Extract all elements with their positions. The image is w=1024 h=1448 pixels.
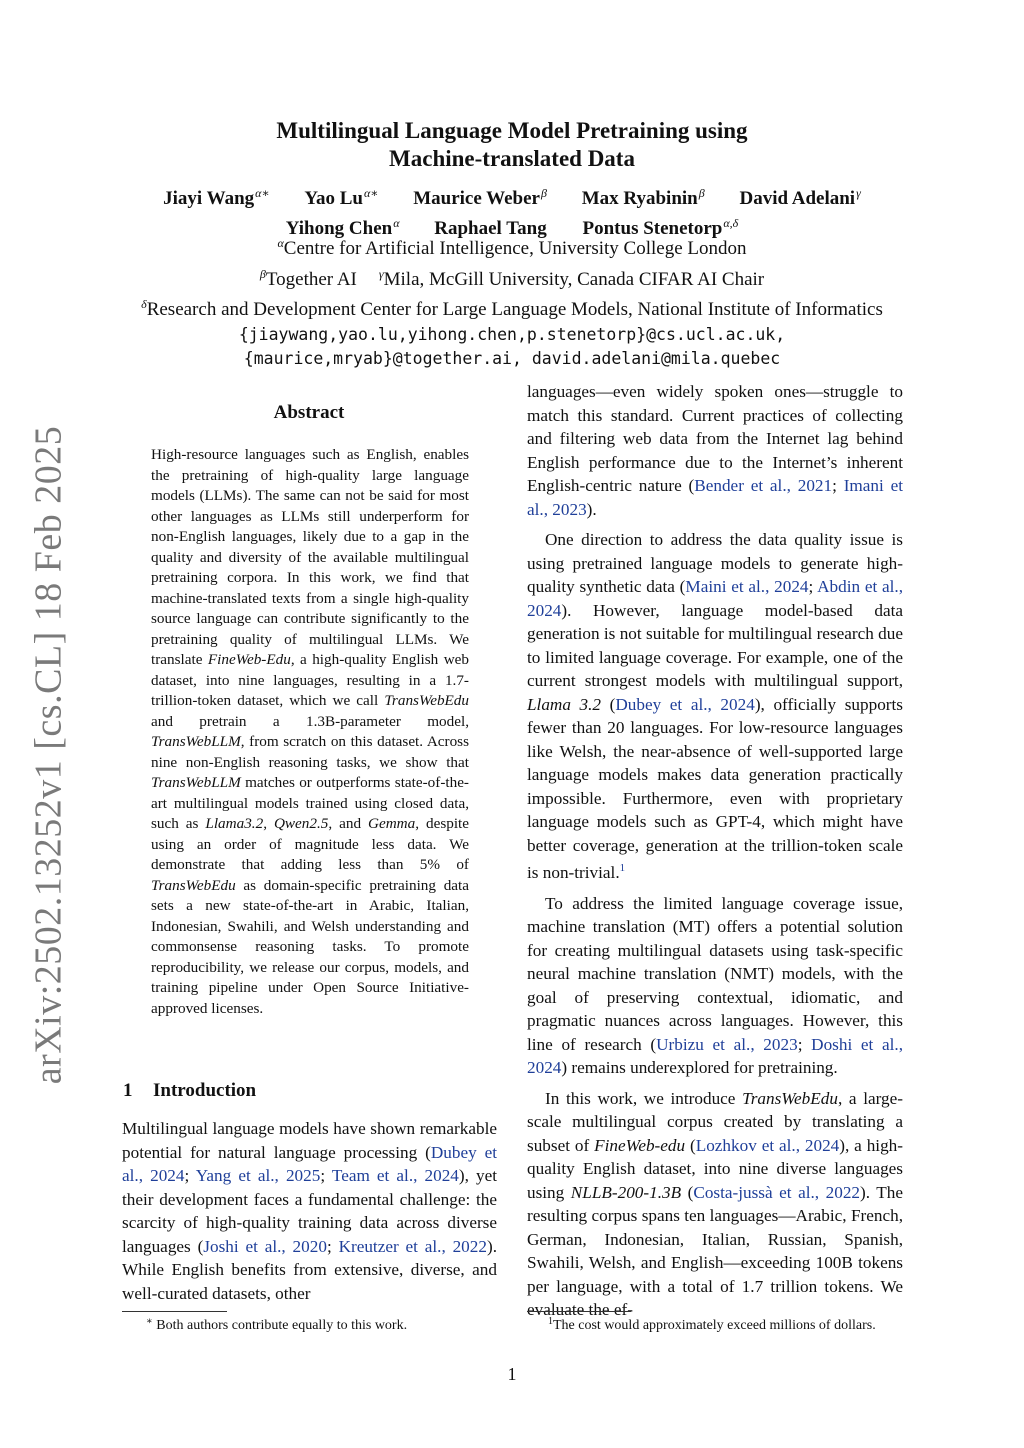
citation-link[interactable]: Imani et al., 2023 — [527, 476, 904, 519]
page-number: 1 — [507, 1364, 517, 1384]
section-heading-introduction — [123, 1080, 256, 1102]
title-line-1: Multilingual Language Model Pretraining using — [276, 118, 748, 143]
title-line-2: Machine-translated Data — [389, 146, 635, 171]
author: Maurice Weber$^\beta$ — [413, 186, 547, 209]
citation-link[interactable]: Bender et al., 2021 — [694, 476, 833, 495]
intro-paragraph-1-continued: languages—even widely spoken ones—struggle to match this standard. Current practices of collecting and filtering web data from the Internet lag behind English performance due to the Internet’s inherent English-centric nature (Bender et al., 2021; Imani et al., 2023). — [527, 382, 904, 519]
paragraph-text-part: ). While English benefits from extensive, diverse, and well-curated datasets, other — [122, 1236, 497, 1303]
intro-paragraph-4: In this work, we introduce TransWebEdu, a large-scale multilingual corpus created by translating a subset of FineWeb-edu (Lozhkov et al., 2024), a high-quality English dataset, into nine diverse languages using NLLB-200-1.3B (Costa-jussà et al., 2022). The resulting corpus spans ten languages—Arabic, French, German, Indonesian, Italian, Russian, Spanish, Swahili, Welsh, and English—exceeding 100B tokens per language, with a total of 1.7 trillion tokens. We evaluate the ef- — [527, 1088, 903, 1319]
citation-link[interactable]: Doshi et al., 2024 — [527, 1034, 903, 1077]
section-title: Introduction — [153, 1080, 257, 1101]
email-line: {jiaywang,yao.lu,yihong.chen,p.stenetorp}@cs.ucl.ac.uk, — [238, 324, 786, 344]
paper-title — [100, 117, 924, 173]
right-column — [527, 380, 903, 1329]
citation-link[interactable]: Urbizu et al., 2023 — [656, 1034, 798, 1054]
section-number: 1 — [123, 1080, 133, 1101]
citation-link[interactable]: Kreutzer et al., 2022 — [338, 1236, 487, 1256]
author-row-1 — [100, 181, 924, 211]
author: Raphael Tang — [434, 218, 547, 239]
citation-link[interactable]: Lozhkov et al., 2024 — [695, 1135, 840, 1155]
abstract-body: High-resource languages such as English, enables the pretraining of high-quality large language models (LLMs). The same can not be said for most other languages as LLMs still underperform for non-English languages, likely due to a gap in the quality and diversity of the available multilingual pretraining corpora. In this work, we find that machine-translated texts from a single high-quality source language can contribute significantly to the pretraining quality of multilingual LLMs. We translate FineWeb-Edu, a high-quality English web dataset, into nine languages, resulting in a 1.7-trillion-token dataset, which we call TransWebEdu and pretrain a 1.3B-parameter model, TransWebLLM, from scratch on this dataset. Across nine non-English reasoning tasks, we show that TransWebLLM matches or outperforms state-of-the-art multilingual models trained using closed data, such as Llama3.2, Qwen2.5, and Gemma, despite using an order of magnitude less data. We demonstrate that adding less than 5% of TransWebEdu as domain-specific pretraining data sets a new state-of-the-art in Arabic, Italian, Indonesian, Swahili, and Welsh understanding and commonsense reasoning tasks. To promote reproducibility, we release our corpus, models, and training pipeline under Open Source Initiative-approved licenses. — [151, 446, 470, 1017]
citation-link[interactable]: Maini et al., 2024 — [685, 577, 809, 596]
footnote-rule — [527, 1311, 631, 1312]
citation-link[interactable]: Abdin et al., 2024 — [527, 577, 904, 620]
intro-paragraph-3: To address the limited language coverage issue, machine translation (MT) offers a potential solution for creating multilingual datasets using task-specific neural machine translation (NMT) models, with the goal of preserving contextual, idiomatic, and pragmatic nuances across languages. However, this line of research (Urbizu et al., 2023; Doshi et al., 2024) remains underexplored for pretraining. — [527, 893, 903, 1077]
footnote-cost: $^1$The cost would approximately exceed millions of dollars. — [548, 1316, 876, 1333]
author: Jiayi Wang$^{\alpha∗}$ — [163, 186, 270, 209]
footnote-rule — [122, 1311, 227, 1312]
footnote-equal-contribution: ∗ Both authors contribute equally to this work. — [146, 1316, 408, 1333]
abstract-heading: Abstract — [273, 402, 345, 423]
affiliation-line: $^\alpha$Centre for Artificial Intelligence, University College London — [277, 236, 747, 259]
affiliations — [70, 231, 954, 371]
intro-paragraph-2: One direction to address the data quality issue is using pretrained language models to generate high-quality synthetic data (Maini et al., 2024; Abdin et al., 2024). However, language model-based data generation is not suitable for multilingual research due to limited language coverage. For example, one of the current strongest models with multilingual support, Llama 3.2 (Dubey et al., 2024), officially supports fewer than 20 languages. For low-resource languages like Welsh, the near-absence of well-supported large language models makes data generation practically impossible. Furthermore, even with proprietary language models such as GPT-4, which might have better coverage, generation at the trillion-token scale is non-trivial.$^1$ — [527, 530, 904, 882]
citation-link[interactable]: Costa-jussà et al., 2022 — [693, 1182, 861, 1202]
citation-link[interactable]: Team et al., 2024 — [331, 1166, 459, 1185]
affiliation-line: $^\beta$Together AI $^\gamma$Mila, McGill University, Canada CIFAR AI Chair — [259, 266, 765, 290]
author: Yao $Lu^{\alpha∗}$ — [304, 186, 379, 209]
author: Yihong Chen$^\alpha$ — [285, 216, 400, 239]
affiliation-line: $^\delta$Research and Development Center for Large Language Models, National Institute of Informatics — [141, 297, 883, 320]
arxiv-id-text: arXiv:2502.13252v1 [cs.CL] 18 Feb 2025 — [27, 425, 70, 1085]
intro-paragraph-1-left: Multilingual language models have shown remarkable potential for natural language processing (Dubey et al., 2024; Yang et al., 2025; Team et al., 2024), yet their development faces a fundamental challenge: the scarcity of high-quality training data across diverse languages (Joshi et al., 2020; Kreutzer et al., 2022). While English benefits from extensive, diverse, and well-curated datasets, other — [122, 1119, 498, 1303]
author: David Adelani$^\gamma$ — [739, 186, 861, 209]
citation-link[interactable]: Dubey et al., 2024 — [615, 694, 755, 714]
citation-link[interactable]: Joshi et al., 2020 — [203, 1236, 327, 1256]
citation-link[interactable]: Dubey et al., 2024 — [122, 1142, 498, 1185]
author: Max Ryabinin$^\beta$ — [581, 186, 705, 209]
citation-link[interactable]: Yang et al., 2025 — [195, 1166, 321, 1185]
paragraph-text-part: languages—even widely spoken ones—struggle to match this standard. Current practices of collecting and filtering web data from the Internet lag behind English performance due to the Internet’s inherent English-centric nature ( — [527, 382, 903, 495]
arxiv-identifier-stamp — [12, 425, 84, 1085]
email-line: {maurice,mryab}@together.ai, david.adelani@mila.quebec — [243, 348, 781, 368]
author: Pontus Stenetorp$^{\alpha,\delta}$ — [582, 216, 739, 239]
footnote-marker[interactable]: 1 — [619, 862, 626, 874]
